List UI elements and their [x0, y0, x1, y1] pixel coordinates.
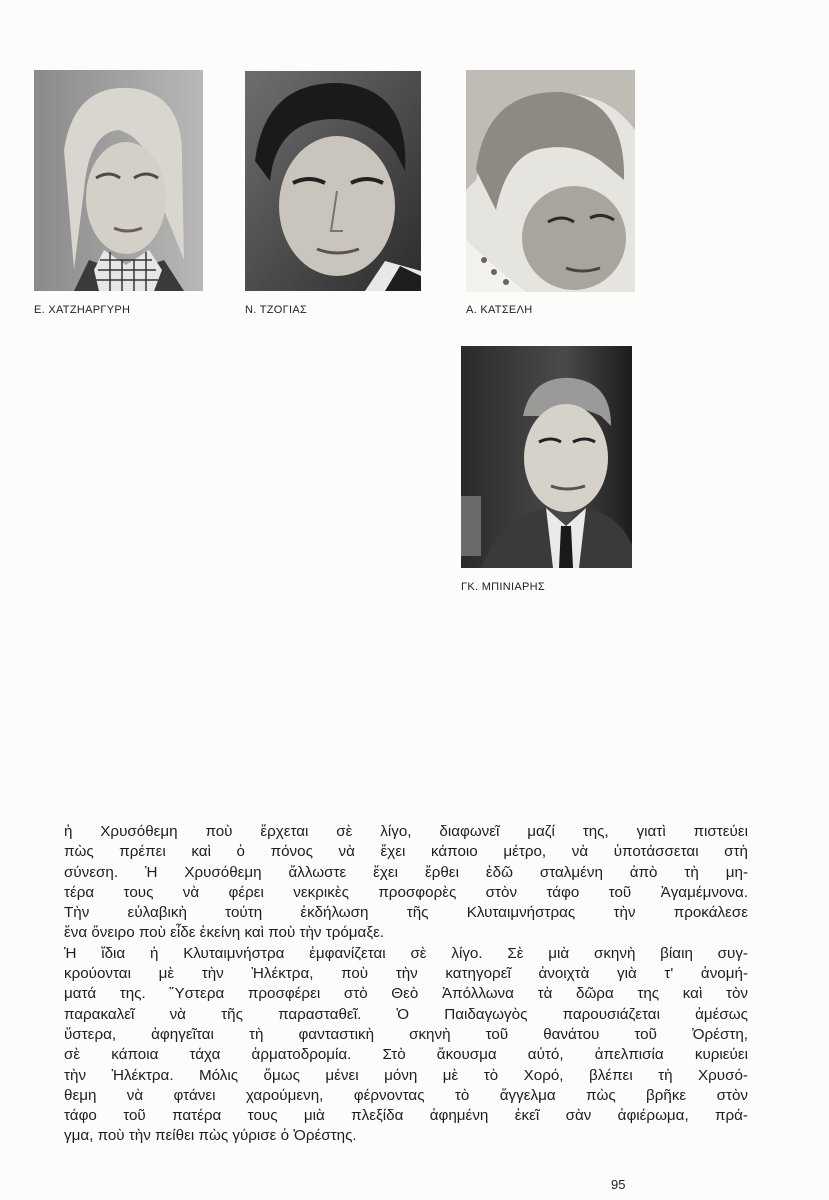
photo-caption: Ε. ΧΑΤΖΗΑΡΓΥΡΗ: [34, 304, 131, 316]
page-number: 95: [611, 1177, 626, 1192]
text-line: ὕστερα, ἀφηγεῖται τὴ φανταστικὴ σκηνὴ τοῦ θανάτου τοῦ Ὀρέστη,: [64, 1025, 748, 1043]
text-line: σύνεση. Ἡ Χρυσόθεμη ἄλλωστε ἔχει ἔρθει ἐδῶ σταλμένη ἀπὸ τὴ μη-: [64, 863, 748, 881]
portrait-photo-biniaris: [461, 346, 632, 568]
portrait-image: [34, 70, 203, 291]
text-line: τάφο τοῦ πατέρα τους μιὰ πλεξίδα ἀφημένη ἐκεῖ σὰν ἀφιέρωμα, πρά-: [64, 1107, 748, 1125]
text-line: τὴν Ἠλέκτρα. Μόλις ὅμως μένει μόνη μὲ τὸ Χορό, βλέπει τὴ Χρυσό-: [64, 1066, 748, 1084]
text-line: ἕνα ὄνειρο ποὺ εἶδε ἐκείνη καὶ ποὺ τὴν τρόμαξε.: [64, 924, 385, 942]
text-line: θεμη νὰ φτάνει χαρούμενη, φέρνοντας τὸ ἄγγελμα πὼς βρῆκε στὸν: [64, 1086, 748, 1104]
article-body: [64, 822, 748, 1147]
paragraph: [64, 822, 748, 944]
text-line: σὲ κάποια τάχα ἁρματοδρομία. Στὸ ἄκουσμα αὐτό, ἀπελπισία κυριεύει: [64, 1046, 748, 1064]
text-line: γμα, ποὺ τὴν πείθει πὼς γύρισε ὁ Ὀρέστης.: [64, 1127, 357, 1145]
photo-caption: Ν. ΤΖΟΓΙΑΣ: [245, 304, 308, 316]
text-line: ματά της. Ὕστερα προσφέρει στὸ Θεὸ Ἀπόλλωνα τὰ δῶρα της καὶ τὸν: [64, 985, 748, 1003]
text-line: κρούονται μὲ τὴν Ἠλέκτρα, ποὺ τὴν κατηγορεῖ ἀνοιχτὰ γιὰ τ' ἀνομή-: [64, 965, 748, 983]
portrait-image: [461, 346, 632, 568]
text-line: Τὴν εὐλαβικὴ τούτη ἐκδήλωση τῆς Κλυταιμνήστρας τὴν προκάλεσε: [64, 904, 748, 922]
photo-caption: Α. ΚΑΤΣΕΛΗ: [466, 304, 533, 316]
text-line: Ἡ ἴδια ἡ Κλυταιμνήστρα ἐμφανίζεται σὲ λίγο. Σὲ μιὰ σκηνὴ βίαιη συγ-: [64, 944, 748, 962]
paragraph: [64, 944, 748, 1147]
text-line: τέρα τους νὰ φέρει νεκρικὲς προσφορὲς στὸν τάφο τοῦ Ἀγαμέμνονα.: [64, 883, 748, 901]
portrait-image: [466, 70, 635, 292]
text-line: πὼς πρέπει καὶ ὁ πόνος νὰ ἔχει κάποιο μέτρο, νὰ ὑποτάσσεται στὴ: [64, 843, 748, 861]
portrait-photo-hatziargyri: [34, 70, 203, 291]
portrait-photo-katseli: [466, 70, 635, 292]
text-line: παρακαλεῖ νὰ τῆς παρασταθεῖ. Ὁ Παιδαγωγὸς παρουσιάζεται ἀμέσως: [64, 1005, 748, 1023]
portrait-image: [245, 71, 421, 291]
text-line: ἡ Χρυσόθεμη ποὺ ἔρχεται σὲ λίγο, διαφωνεῖ μαζί της, γιατὶ πιστεύει: [64, 823, 748, 840]
photo-caption: ΓΚ. ΜΠΙΝΙΑΡΗΣ: [461, 581, 545, 593]
portrait-photo-tzogias: [245, 71, 421, 291]
